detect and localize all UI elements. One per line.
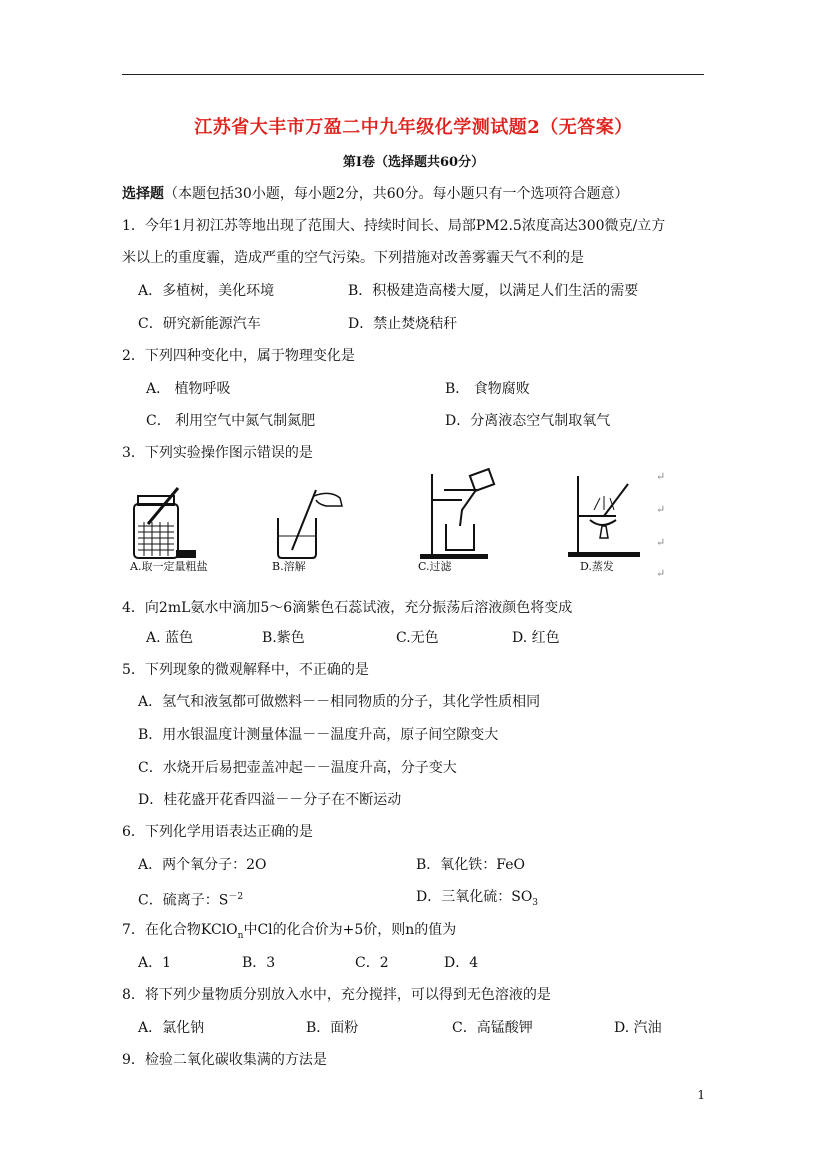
q5-option-b: B．用水银温度计测量体温－－温度升高，原子间空隙变大 [138,727,499,743]
q1-stem-line1: 1．今年1月初江苏等地出现了范围大、持续时间长、局部PM2.5浓度高达300微克/立方 [122,218,666,234]
figure-d-evaporation [560,466,650,566]
section-desc: （本题包括30小题，每小题2分，共60分。每小题只有一个选项符合题意） [164,186,629,202]
figure-b-caption: B.溶解 [272,560,306,573]
paragraph-mark-icon: ↵ [656,470,666,483]
page-number: 1 [697,1088,705,1102]
q4-option-d: D. 红色 [512,630,560,646]
q2-option-d: D．分离液态空气制取氧气 [445,413,611,429]
q4-option-a: A. 蓝色 [146,630,194,646]
paragraph-mark-icon: ↵ [656,567,666,580]
q6-option-d [416,888,538,912]
q7-stem [122,921,456,945]
figure-c-caption: C.过滤 [418,560,452,573]
page-title: 江苏省大丰市万盈二中九年级化学测试题2（无答案） [194,117,633,138]
q2-option-b: B． 食物腐败 [445,381,530,397]
q5-option-d: D．桂花盛开花香四溢－－分子在不断运动 [138,792,402,808]
q2-option-a: A． 植物呼吸 [146,381,231,397]
q6-option-c [138,888,243,910]
section-label: 选择题 [122,186,164,202]
header-rule [122,74,704,75]
q7-option-c: C．2 [355,955,389,971]
q6-option-a: A．两个氧分子：2O [138,857,267,873]
q8-option-a: A．氯化钠 [138,1020,205,1036]
figure-b-dissolve [270,466,350,566]
q1-stem-line2: 米以上的重度霾，造成严重的空气污染。下列措施对改善雾霾天气不利的是 [122,250,584,266]
q8-option-d: D. 汽油 [614,1020,662,1036]
q6-stem: 6．下列化学用语表达正确的是 [122,824,313,840]
q7-option-a: A．1 [138,955,172,971]
figure-a-caption: A.取一定量粗盐 [130,560,208,573]
section-intro [122,185,629,203]
q4-stem: 4．向2mL氨水中滴加5～6滴紫色石蕊试液，充分振荡后溶液颜色将变成 [122,600,573,616]
q5-option-c: C．水烧开后易把壶盖冲起－－温度升高，分子变大 [138,760,457,776]
q6-option-d-subscript: 3 [532,897,539,908]
q7-stem-start: 7．在化合物KClO [122,922,238,938]
q4-option-b: B.紫色 [262,630,305,646]
q1-option-c: C．研究新能源汽车 [138,316,261,332]
paragraph-mark-icon: ↵ [656,503,666,516]
q3-stem: 3．下列实验操作图示错误的是 [122,445,313,461]
q7-stem-subscript: n [237,930,244,941]
q2-option-c: C． 利用空气中氮气制氮肥 [146,413,316,429]
q7-option-d: D．4 [444,955,479,971]
q6-option-d-text: D．三氧化硫：SO [416,889,533,905]
q1-option-d: D．禁止焚烧秸秆 [348,316,458,332]
q6-option-b: B．氧化铁：FeO [416,857,525,873]
figure-d-caption: D.蒸发 [580,560,614,573]
q2-stem: 2．下列四种变化中，属于物理变化是 [122,348,355,364]
paragraph-mark-icon: ↵ [656,536,666,549]
q1-option-b: B．积极建造高楼大厦，以满足人们生活的需要 [348,283,639,299]
q6-option-c-text: C．硫离子：S [138,892,229,909]
q8-stem: 8．将下列少量物质分别放入水中，充分搅拌，可以得到无色溶液的是 [122,987,551,1003]
figure-c-filtration [410,466,510,566]
q9-stem: 9．检验二氧化碳收集满的方法是 [122,1052,327,1068]
q7-option-b: B．3 [242,955,276,971]
q4-option-c: C.无色 [396,630,439,646]
q6-option-c-charge: －2 [228,892,244,902]
q5-option-a: A．氢气和液氢都可做燃料－－相同物质的分子，其化学性质相同 [138,694,541,710]
q8-option-c: C．高锰酸钾 [452,1020,533,1036]
q5-stem: 5．下列现象的微观解释中，不正确的是 [122,662,369,678]
q8-option-b: B．面粉 [306,1020,359,1036]
section-subtitle: 第Ⅰ卷（选择题共60分） [342,155,485,170]
q7-stem-end: 中Cl的化合价为+5价，则n的值为 [243,922,457,938]
q1-option-a: A．多植树，美化环境 [138,283,275,299]
